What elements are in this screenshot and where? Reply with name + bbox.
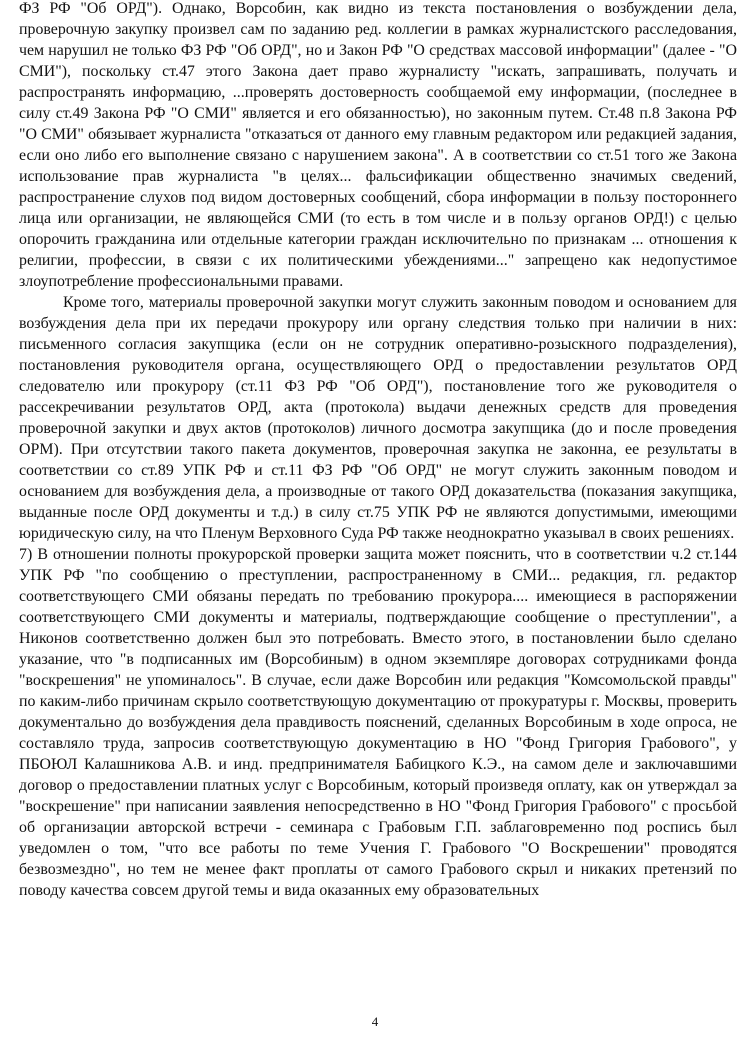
paragraph-test-purchase-materials: Кроме того, материалы проверочной закупки могут служить законным поводом и основанием для возбуждения дела при их передачи прокурору или органу следствия только при наличии в них: письменного согласия закупщика (если он не сотрудник оперативно-розыскного подразделения), постановления руководителя органа, осуществляющего ОРД о предоставлении результатов ОРД следователю или прокурору (ст.11 ФЗ РФ "Об ОРД"), постановление того же руководителя о рассекречивании результатов ОРД, акта (протокола) выдачи денежных средств для проведения проверочной закупки и двух актов (протоколов) личного досмотра закупщика (до и после проведения ОРМ). При отсутствии такого пакета документов, проверочная закупка не законна, ее результаты в соответствии со ст.89 УПК РФ и ст.11 ФЗ РФ "Об ОРД" не могут служить законным поводом и основанием для возбуждения дела, а производные от такого ОРД доказательства (показания закупщика, выданные после ОРД документы и т.д.) в силу ст.75 УПК РФ не являются допустимыми, имеющими юридическую силу, на что Пленум Верховного Суда РФ также неоднократно указывал в своих решениях.	[19, 294, 737, 542]
paragraph-prosecutor-check: 7) В отношении полноты прокурорской проверки защита может пояснить, что в соответствии ч.2 ст.144 УПК РФ "по сообщению о преступлении, распространенному в СМИ... редакция, гл. редактор соответствующего СМИ обязаны передать по требованию прокурора.... имеющиеся в распоряжении соответствующего СМИ документы и материалы, подтверждающие сообщение о преступлении", а Никонов соответственно должен был это потребовать. Вместо этого, в постановлении было сделано указание, что "в подписанных им (Ворсобиным) в одном экземпляре договорах сотрудниками фонда "воскрешения" не упоминалось". В случае, если даже Ворсобин или редакция "Комсомольской правды" по каким-либо причинам скрыло соответствующую документацию от прокуратуры г. Москвы, проверить документально до возбуждения дела правдивость пояснений, сделанных Ворсобиным в ходе опроса, не составляло труда, запросив соответствующую документацию в НО "Фонд Григория Грабового", у ПБОЮЛ Калашникова А.В. и инд. предпринимателя Бабицкого К.Э., на самом деле и заключавшими договор о предоставлении платных услуг с Ворсобиным, который произведя оплату, как он утверждал за "воскрешение" при написании заявления непосредственно в НО "Фонд Григория Грабового" с просьбой об организации авторской встречи - семинара с Грабовым Г.П. заблаговременно под роспись был уведомлен о том, "что все работы по теме Учения Г. Грабового "О Воскрешении" проводятся безвозмездно", но тем не менее факт проплаты от самого Грабового скрыл и никаких претензий по поводу качества совсем другой темы и вида оказанных ему образовательных	[19, 546, 737, 899]
page-number: 4	[371, 1014, 379, 1029]
paragraph-journalist-law: ФЗ РФ "Об ОРД"). Однако, Ворсобин, как видно из текста постановления о возбуждении дела, проверочную закупку произвел сам по заданию ред. коллегии в рамках журналистского расследования, чем нарушил не только ФЗ РФ "Об ОРД", но и Закон РФ "О средствах массовой информации" (далее - "О СМИ"), поскольку ст.47 этого Закона дает право журналисту "искать, запрашивать, получать и распространять информацию, ...проверять достоверность сообщаемой ему информации, (последнее в силу ст.49 Закона РФ "О СМИ" является и его обязанностью), но законным путем. Ст.48 п.8 Закона РФ "О СМИ" обязывает журналиста "отказаться от данного ему главным редактором или редакцией задания, если оно либо его выполнение связано с нарушением закона". А в соответствии со ст.51 того же Закона использование прав журналиста "в целях... фальсификации общественно значимых сведений, распространение слухов под видом достоверных сообщений, сбора информации в пользу постороннего лица или организации, не являющейся СМИ (то есть в том числе и в пользу органов ОРД!) с целью опорочить гражданина или отдельные категории граждан исключительно по признакам ... отношения к религии, профессии, в связи с их политическими убеждениями..." запрещено как недопустимое злоупотребление профессиональными правами.	[19, 0, 737, 290]
